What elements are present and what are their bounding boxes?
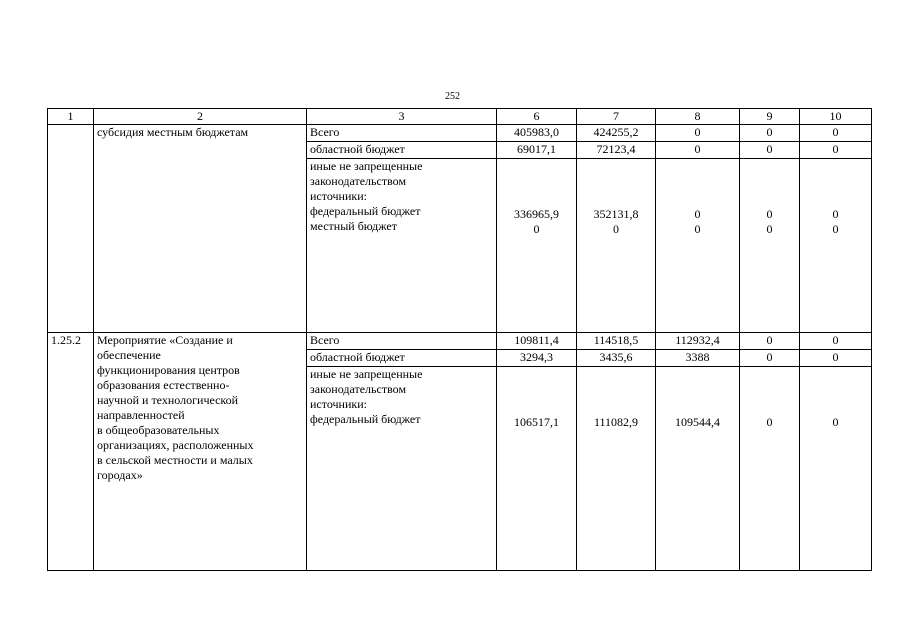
value-cell — [740, 159, 800, 333]
value-cell: 0 — [800, 350, 872, 367]
code-cell: 1.25.2 — [48, 333, 94, 571]
value-cell: 0 — [740, 350, 800, 367]
value-line: 352131,8 — [593, 207, 639, 221]
value-cell: 0 — [800, 142, 872, 159]
source-line: федеральный бюджет — [310, 204, 421, 218]
table-row — [48, 333, 872, 350]
value-cell: 0 — [656, 142, 740, 159]
header-row — [48, 109, 872, 125]
source-line: источники: — [310, 189, 367, 203]
source-line: федеральный бюджет — [310, 412, 421, 426]
value-cell: 0 — [800, 333, 872, 350]
value-line: 0 — [533, 222, 540, 236]
header-cell: 8 — [656, 109, 740, 125]
name-line: в общеобразовательных — [97, 423, 220, 437]
value-line: 0 — [766, 207, 773, 221]
name-line: функционирования центров — [97, 363, 240, 377]
name-line: Мероприятие «Создание и — [97, 333, 233, 347]
value-line: 0 — [832, 222, 839, 236]
header-cell: 9 — [740, 109, 800, 125]
value-cell: 0 — [800, 125, 872, 142]
item-name-cell: субсидия местным бюджетам — [94, 125, 307, 333]
name-line: направленностей — [97, 408, 185, 422]
value-cell: 112932,4 — [656, 333, 740, 350]
value-cell — [577, 367, 656, 571]
source-line: местный бюджет — [310, 219, 397, 233]
source-line: законодательством — [310, 382, 407, 396]
value-cell: 0 — [740, 125, 800, 142]
value-cell: 109811,4 — [497, 333, 577, 350]
header-cell: 3 — [307, 109, 497, 125]
source-label — [307, 159, 497, 333]
value-cell: 0 — [740, 142, 800, 159]
source-line: иные не запрещенные — [310, 159, 423, 173]
value-line: 106517,1 — [514, 415, 559, 429]
page-number: 252 — [445, 91, 460, 102]
source-line: иные не запрещенные — [310, 367, 423, 381]
value-cell — [800, 159, 872, 333]
value-line: 0 — [766, 415, 773, 429]
value-cell — [577, 159, 656, 333]
value-line: 0 — [832, 207, 839, 221]
header-cell: 10 — [800, 109, 872, 125]
source-label: областной бюджет — [307, 350, 497, 367]
name-line: научной и технологической — [97, 393, 239, 407]
value-cell: 3294,3 — [497, 350, 577, 367]
header-cell: 7 — [577, 109, 656, 125]
item-name-cell — [94, 333, 307, 571]
value-cell: 3435,6 — [577, 350, 656, 367]
name-line: городах» — [97, 468, 143, 482]
value-line: 336965,9 — [514, 207, 559, 221]
source-label — [307, 367, 497, 571]
header-cell: 2 — [94, 109, 307, 125]
value-line: 0 — [832, 415, 839, 429]
source-label: Всего — [307, 125, 497, 142]
value-cell: 114518,5 — [577, 333, 656, 350]
value-cell: 3388 — [656, 350, 740, 367]
value-cell: 405983,0 — [497, 125, 577, 142]
value-line: 0 — [766, 222, 773, 236]
value-cell: 0 — [740, 333, 800, 350]
value-cell — [497, 159, 577, 333]
code-cell — [48, 125, 94, 333]
table-row — [48, 125, 872, 142]
value-cell: 0 — [656, 125, 740, 142]
value-cell: 69017,1 — [497, 142, 577, 159]
value-line: 0 — [613, 222, 619, 236]
value-cell — [656, 367, 740, 571]
value-cell: 72123,4 — [577, 142, 656, 159]
source-label: Всего — [307, 333, 497, 350]
header-cell: 6 — [497, 109, 577, 125]
name-line: в сельской местности и малых — [97, 453, 253, 467]
name-line: образования естественно- — [97, 378, 230, 392]
source-label: областной бюджет — [307, 142, 497, 159]
value-cell — [740, 367, 800, 571]
source-line: законодательством — [310, 174, 407, 188]
value-cell — [497, 367, 577, 571]
name-line: организациях, расположенных — [97, 438, 254, 452]
name-line: обеспечение — [97, 348, 161, 362]
header-cell: 1 — [48, 109, 94, 125]
budget-table — [47, 108, 872, 571]
value-cell — [656, 159, 740, 333]
value-line: 0 — [694, 207, 701, 221]
value-line: 109544,4 — [675, 415, 720, 429]
value-cell — [800, 367, 872, 571]
value-line: 0 — [694, 222, 701, 236]
value-line: 111082,9 — [593, 415, 639, 429]
value-cell: 424255,2 — [577, 125, 656, 142]
source-line: источники: — [310, 397, 367, 411]
